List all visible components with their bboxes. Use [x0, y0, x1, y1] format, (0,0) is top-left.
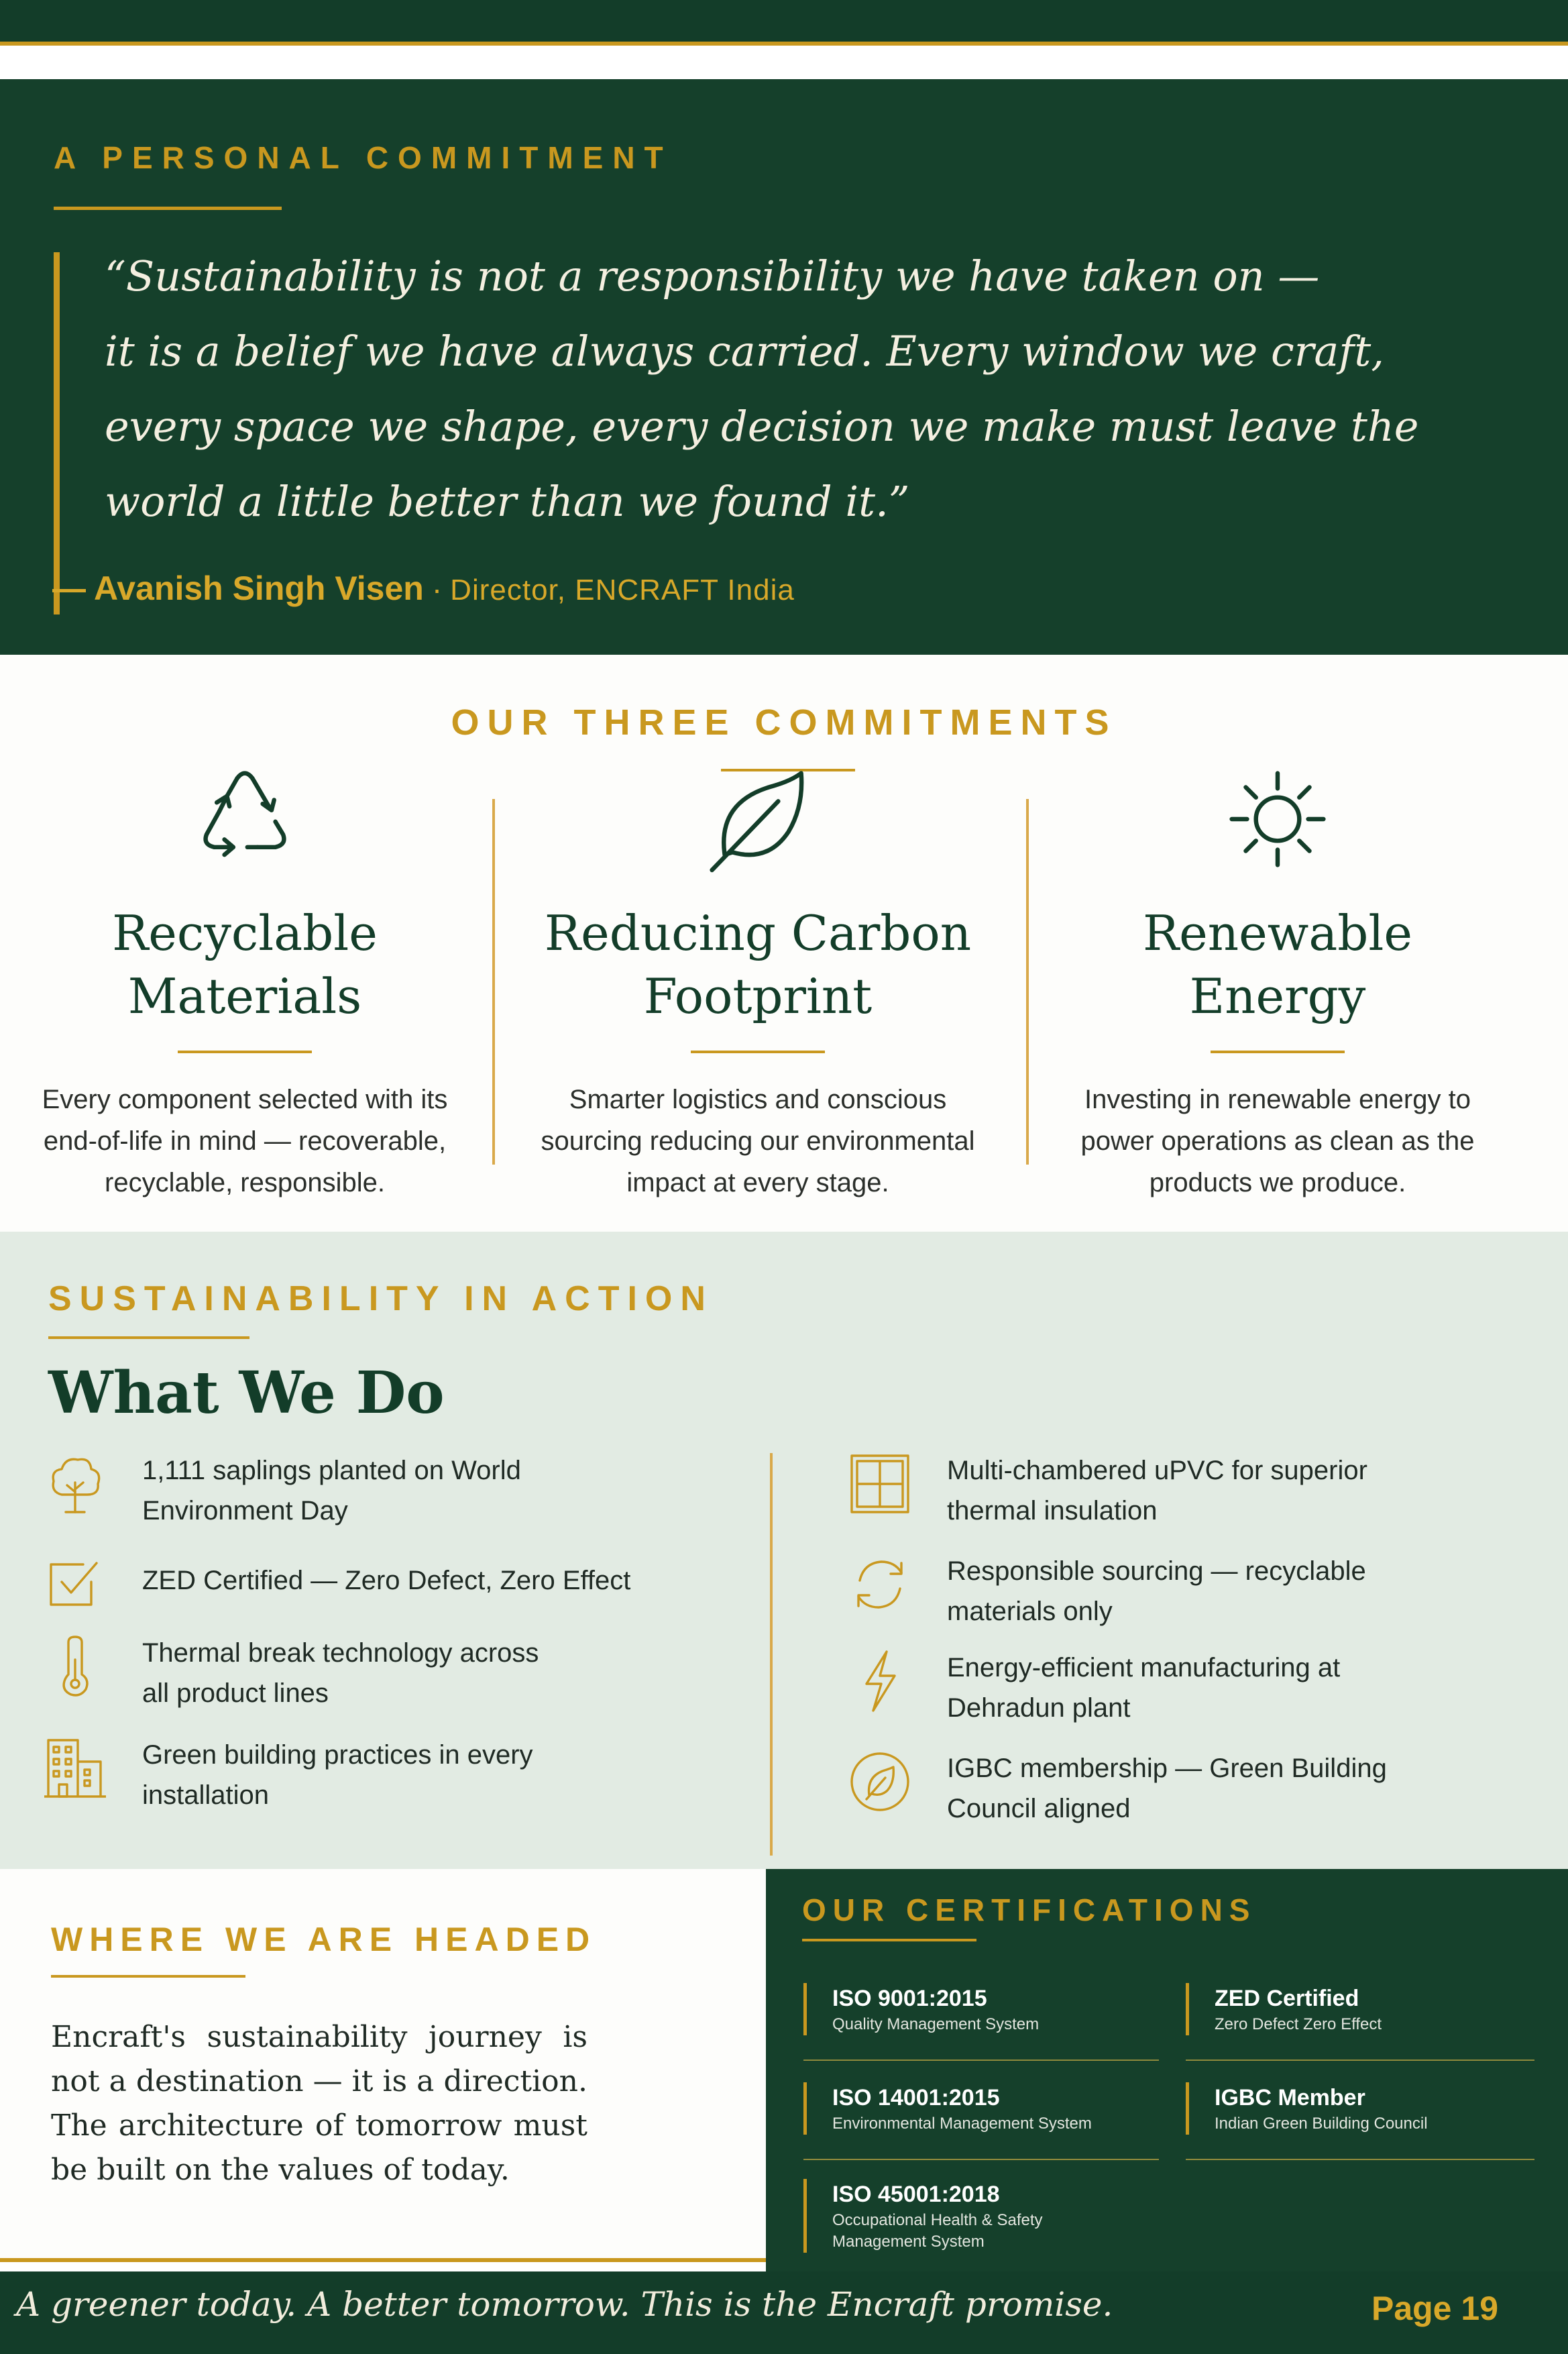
- certifications-panel: [766, 1869, 1568, 2271]
- item-line: ZED Certified — Zero Defect, Zero Effect: [142, 1566, 631, 1595]
- commitment-renewable-energy: [1036, 755, 1519, 1203]
- item-line: IGBC membership — Green Building: [947, 1754, 1387, 1783]
- tree-icon: [42, 1450, 109, 1517]
- section-eyebrow: A PERSONAL COMMITMENT: [54, 140, 673, 175]
- title-rule: [178, 1051, 312, 1053]
- cert-iso-45001: [803, 2179, 1043, 2253]
- commitment-description: [0, 1079, 490, 1203]
- cert-name: ZED Certified: [1215, 1986, 1359, 2011]
- section-eyebrow: SUSTAINABILITY IN ACTION: [48, 1279, 714, 1318]
- three-commitments-section: [0, 655, 1568, 1232]
- footer-gold-rule: [0, 2258, 766, 2262]
- window-icon: [846, 1450, 913, 1517]
- cert-description: Indian Green Building Council: [1215, 2115, 1428, 2133]
- desc-line: Investing in renewable energy to: [1084, 1085, 1471, 1114]
- item-line: thermal insulation: [947, 1496, 1158, 1526]
- top-band: [0, 0, 1568, 42]
- desc-line: Every component selected with its: [42, 1085, 448, 1114]
- quote-attribution: [52, 569, 795, 608]
- checkbox-icon: [42, 1551, 109, 1618]
- leaf-circle-icon: [846, 1748, 913, 1815]
- desc-line: power operations as clean as the: [1080, 1126, 1475, 1156]
- item-line: Environment Day: [142, 1496, 348, 1526]
- personal-commitment-section: [0, 79, 1568, 655]
- action-item-upvc: [846, 1450, 1367, 1531]
- director-quote: [105, 239, 1419, 539]
- cert-name: ISO 14001:2015: [832, 2085, 1000, 2110]
- title-line: Recyclable: [112, 905, 378, 961]
- desc-line: impact at every stage.: [626, 1168, 889, 1197]
- commitment-title: [516, 902, 999, 1028]
- section-eyebrow: OUR CERTIFICATIONS: [802, 1892, 1257, 1927]
- action-item-text: [142, 1450, 521, 1531]
- item-line: Green building practices in every: [142, 1740, 533, 1770]
- item-line: Responsible sourcing — recyclable: [947, 1556, 1366, 1586]
- cert-description: Environmental Management System: [832, 2115, 1092, 2133]
- attribution-role: Director, ENCRAFT India: [450, 574, 795, 606]
- cert-description: Zero Defect Zero Effect: [1215, 2015, 1382, 2033]
- cert-description: Occupational Health & Safety: [832, 2211, 1043, 2229]
- eyebrow-rule: [802, 1939, 976, 1941]
- title-line: Energy: [1189, 968, 1366, 1024]
- section-eyebrow: OUR THREE COMMITMENTS: [451, 702, 1117, 743]
- cert-name: ISO 45001:2018: [832, 2182, 1000, 2207]
- action-item-sourcing: [846, 1551, 1366, 1631]
- cert-divider: [1186, 2159, 1534, 2160]
- item-line: all product lines: [142, 1678, 329, 1708]
- refresh-icon: [846, 1551, 913, 1618]
- title-rule: [1211, 1051, 1345, 1053]
- action-item-text: [947, 1648, 1340, 1728]
- quote-line: world a little better than we found it.”: [105, 477, 910, 526]
- section-title: What We Do: [48, 1359, 445, 1427]
- item-line: Multi-chambered uPVC for superior: [947, 1456, 1367, 1485]
- title-line: Reducing Carbon: [544, 905, 972, 961]
- quote-line: “Sustainability is not a responsibility we have taken on —: [105, 252, 1320, 301]
- cert-iso-14001: [803, 2082, 1092, 2135]
- recycle-icon: [181, 755, 309, 883]
- lightning-icon: [846, 1648, 913, 1715]
- page-number: Page 19: [1371, 2290, 1498, 2327]
- desc-line: Smarter logistics and conscious: [569, 1085, 947, 1114]
- commitment-recyclable-materials: [0, 755, 490, 1203]
- commitment-title: [1036, 902, 1519, 1028]
- title-line: Footprint: [643, 968, 873, 1024]
- item-line: Dehradun plant: [947, 1693, 1131, 1723]
- action-item-text: [947, 1748, 1387, 1829]
- action-item-thermal: [42, 1633, 539, 1713]
- eyebrow-rule: [54, 207, 282, 210]
- cert-igbc: [1186, 2082, 1428, 2135]
- commitment-reducing-carbon: [516, 755, 999, 1203]
- action-item-text: [142, 1560, 630, 1601]
- section-eyebrow: WHERE WE ARE HEADED: [51, 1921, 597, 1958]
- cert-iso-9001: [803, 1983, 1039, 2035]
- column-divider: [1026, 799, 1029, 1165]
- quote-line: it is a belief we have always carried. Every window we craft,: [105, 327, 1384, 376]
- commitment-description: [1036, 1079, 1519, 1203]
- building-icon: [42, 1735, 109, 1802]
- action-item-text: [947, 1450, 1367, 1531]
- eyebrow-rule: [48, 1336, 249, 1339]
- action-item-igbc: [846, 1748, 1387, 1829]
- action-item-text: [142, 1633, 539, 1713]
- commitment-title: [0, 902, 490, 1028]
- eyebrow-rule: [51, 1975, 245, 1978]
- cert-divider: [1186, 2059, 1534, 2061]
- action-item-green-building: [42, 1735, 533, 1815]
- item-line: 1,111 saplings planted on World: [142, 1456, 521, 1485]
- item-line: materials only: [947, 1597, 1113, 1626]
- attribution-separator: ·: [431, 572, 443, 606]
- item-line: Council aligned: [947, 1794, 1131, 1823]
- desc-line: recyclable, responsible.: [105, 1168, 385, 1197]
- page-footer: [0, 2271, 1568, 2354]
- footer-tagline: A greener today. A better tomorrow. This is the Encraft promise.: [16, 2285, 1113, 2324]
- sun-icon: [1214, 755, 1341, 883]
- item-line: Energy-efficient manufacturing at: [947, 1653, 1341, 1682]
- title-line: Materials: [127, 968, 362, 1024]
- leaf-icon: [694, 755, 822, 883]
- cert-description: Management System: [832, 2233, 985, 2251]
- desc-line: sourcing reducing our environmental: [541, 1126, 975, 1156]
- top-gold-rule: [0, 42, 1568, 46]
- column-divider: [770, 1453, 773, 1856]
- headed-paragraph: Encraft's sustainability journey is not a destination — it is a direction. The architecture of tomorrow must be built on the values of today.: [51, 2020, 587, 2187]
- action-item-text: [947, 1551, 1366, 1631]
- quote-bar: [54, 252, 60, 614]
- title-rule: [691, 1051, 825, 1053]
- cert-name: ISO 9001:2015: [832, 1986, 987, 2011]
- desc-line: products we produce.: [1149, 1168, 1406, 1197]
- cert-divider: [803, 2059, 1159, 2061]
- where-headed-section: [0, 1869, 766, 2258]
- cert-divider: [803, 2159, 1159, 2160]
- column-divider: [492, 799, 495, 1165]
- commitment-description: [516, 1079, 999, 1203]
- item-line: Thermal break technology across: [142, 1638, 539, 1668]
- attribution-name: — Avanish Singh Visen: [52, 570, 424, 607]
- item-line: installation: [142, 1780, 270, 1810]
- action-item-saplings: [42, 1450, 521, 1531]
- thermometer-icon: [42, 1633, 109, 1700]
- action-item-text: [142, 1735, 533, 1815]
- action-item-energy: [846, 1648, 1340, 1728]
- sustainability-in-action-section: [0, 1232, 1568, 1869]
- title-line: Renewable: [1142, 905, 1413, 961]
- quote-line: every space we shape, every decision we make must leave the: [105, 402, 1419, 451]
- desc-line: end-of-life in mind — recoverable,: [43, 1126, 447, 1156]
- action-item-zed: [42, 1551, 630, 1618]
- cert-description: Quality Management System: [832, 2015, 1040, 2033]
- cert-name: IGBC Member: [1215, 2085, 1365, 2110]
- cert-zed: [1186, 1983, 1382, 2035]
